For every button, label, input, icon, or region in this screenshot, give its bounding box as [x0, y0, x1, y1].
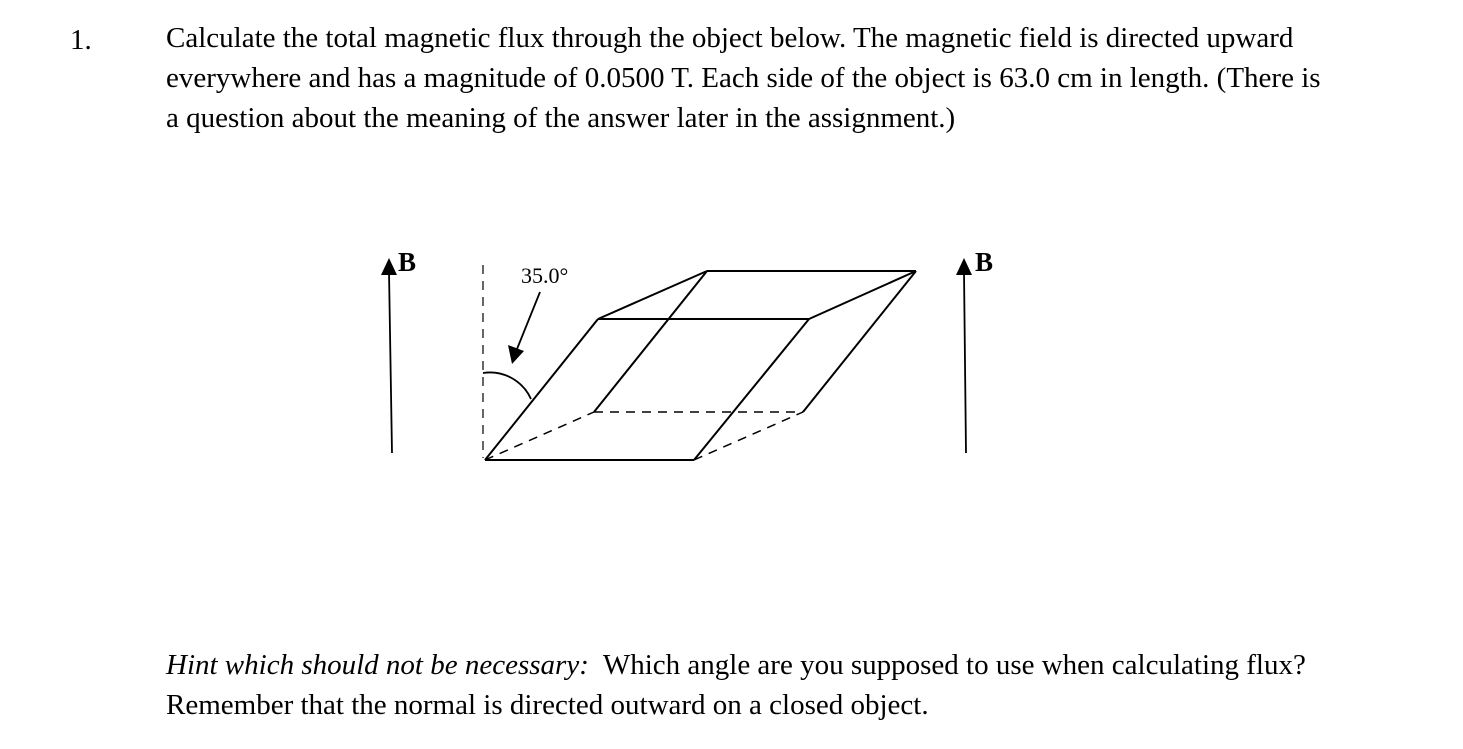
field-label-right: B — [975, 247, 994, 277]
angle-label: 35.0° — [521, 263, 569, 288]
hint-text: Which angle are you supposed to use when calculating flux? Remember that the normal is directed outward on a closed object. — [166, 649, 1321, 721]
hint-lead: Hint which should not be necessary: — [166, 649, 589, 681]
angle-arc — [483, 372, 531, 399]
field-arrow-right — [956, 258, 972, 453]
field-label-left: B — [398, 247, 417, 277]
angle-pointer-arrow — [508, 292, 540, 364]
field-arrow-left — [381, 258, 397, 453]
question-text: Calculate the total magnetic flux through the object below. The magnetic field is directed upward everywhere and has a magnitude of 0.0500 T. Each side of the object is 63.0 cm in length. (There is a question about the meaning of the answer later in the assignment.) — [166, 22, 1321, 134]
hidden-edges — [485, 412, 803, 460]
question-number: 1. — [70, 24, 92, 56]
hint-paragraph — [166, 645, 1326, 725]
